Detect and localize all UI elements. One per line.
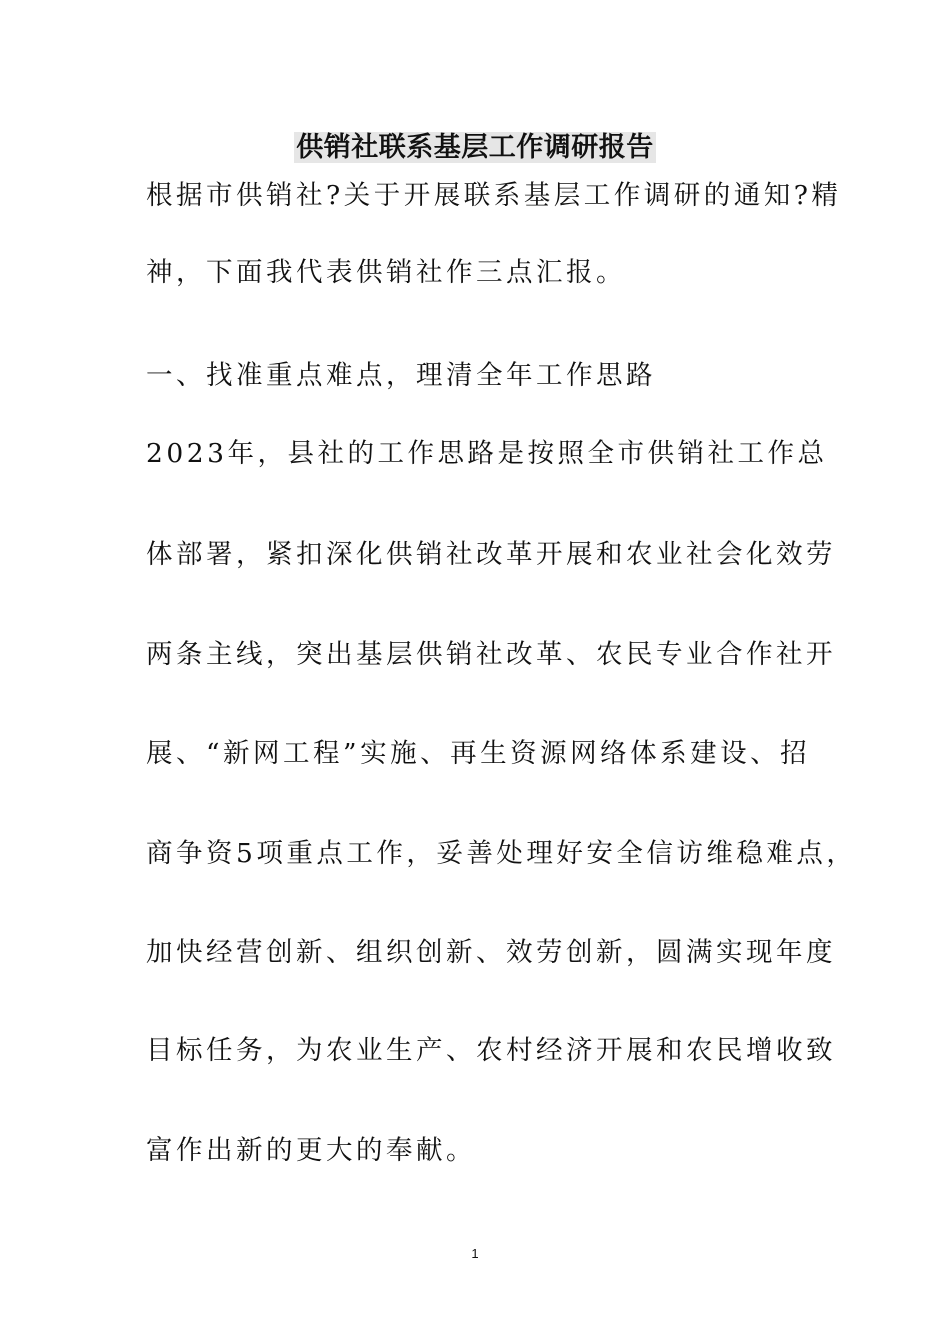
paragraph-line: 目标任务，为农业生产、农村经济开展和农民增收致 (146, 1035, 836, 1066)
paragraph-line: 展、“新网工程”实施、再生资源网络体系建设、招 (146, 738, 811, 769)
document-title (0, 128, 950, 168)
page-number: 1 (471, 1246, 479, 1261)
paragraph-line: 富作出新的更大的奉献。 (146, 1135, 476, 1166)
document-title-text: 供销社联系基层工作调研报告 (296, 132, 654, 163)
paragraph-line: 体部署，紧扣深化供销社改革开展和农业社会化效劳 (146, 539, 836, 570)
section-heading: 一、找准重点难点，理清全年工作思路 (146, 360, 656, 391)
paragraph-line: 2023年，县社的工作思路是按照全市供销社工作总 (146, 438, 828, 469)
paragraph-line: 神，下面我代表供销社作三点汇报。 (146, 257, 626, 288)
paragraph-line: 两条主线，突出基层供销社改革、农民专业合作社开 (146, 639, 836, 670)
paragraph-line: 商争资5项重点工作，妥善处理好安全信访维稳难点， (146, 838, 857, 869)
paragraph-line: 加快经营创新、组织创新、效劳创新，圆满实现年度 (146, 937, 836, 968)
paragraph-line: 根据市供销社?关于开展联系基层工作调研的通知?精 (146, 180, 842, 211)
